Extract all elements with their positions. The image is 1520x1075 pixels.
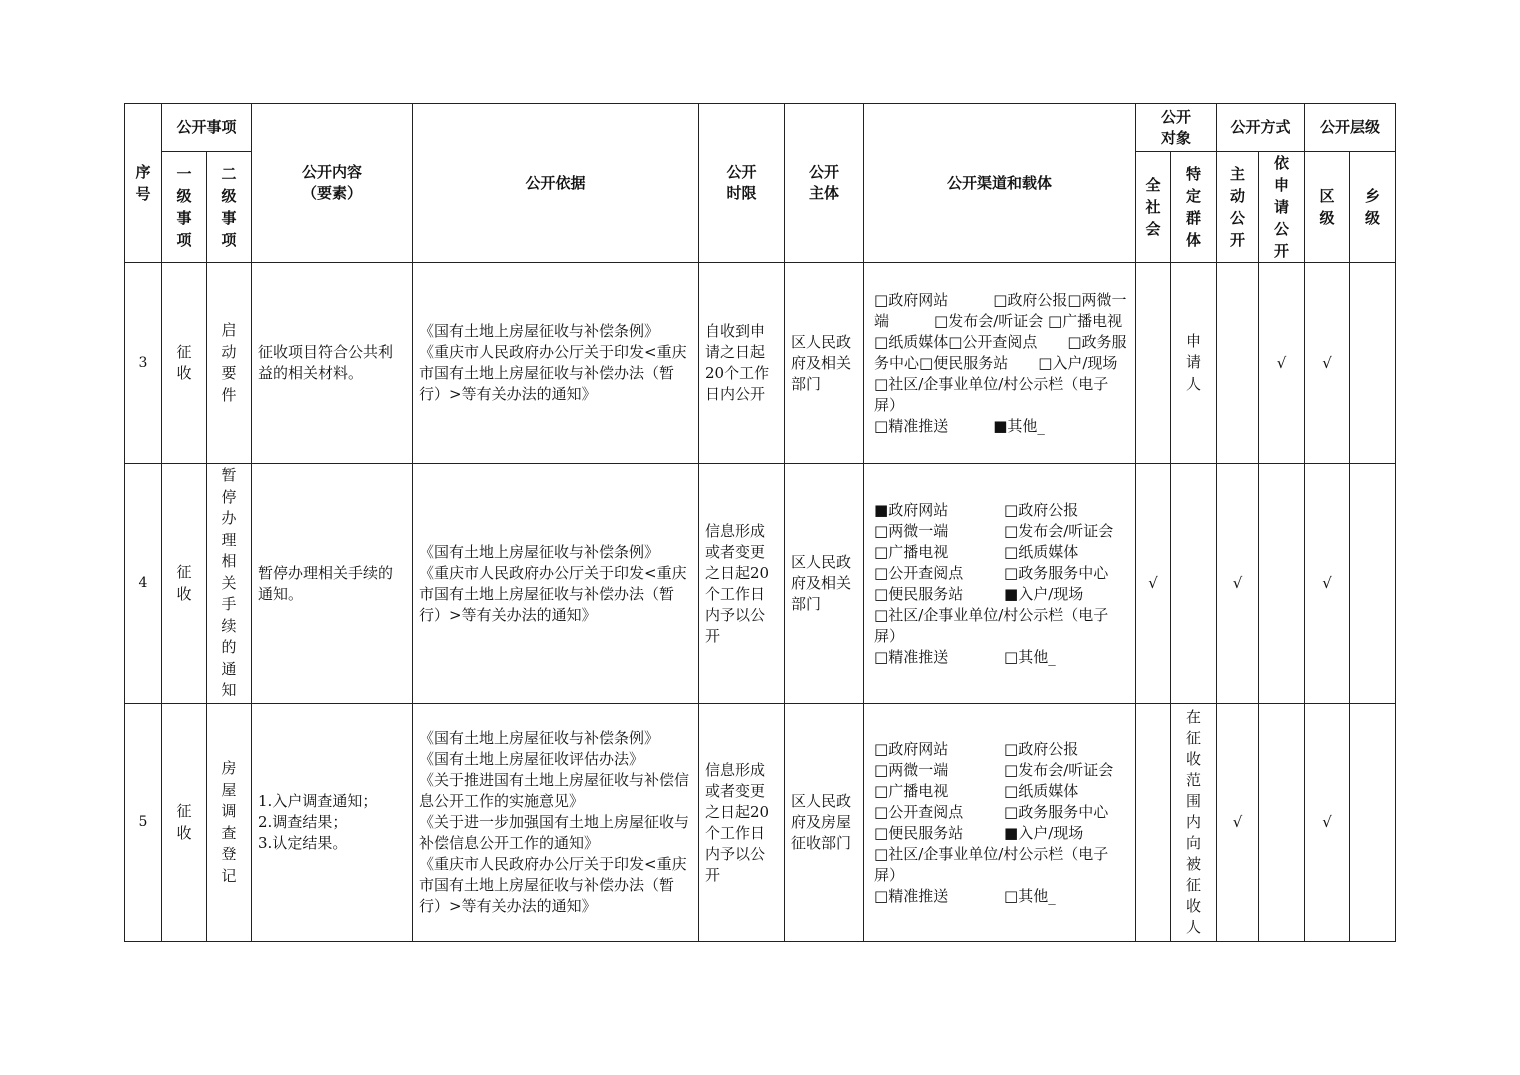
header-seq: 序号 (125, 104, 162, 263)
header-basis: 公开依据 (413, 104, 699, 263)
row-method-request (1259, 704, 1305, 942)
header-row-1 (125, 104, 1396, 152)
header-item-l1: 一级事项 (162, 152, 207, 263)
header-period: 公开时限 (699, 104, 785, 263)
row-basis: 《国有土地上房屋征收与补偿条例》 《国有土地上房屋征收评估办法》 《关于推进国有土地上房屋征收与补偿信息公开工作的实施意见》 《关于进一步加强国有土地上房屋征收与补偿信息公开工作的通知》 《重庆市人民政府办公厅关于印发<重庆市国有土地上房屋征收与补偿办法（暂行）>等有关办法的通知》 (413, 704, 699, 942)
header-content: 公开内容 （要素） (252, 104, 413, 263)
row-method-active (1217, 263, 1259, 464)
row-subject: 区人民政府及相关部门 (785, 464, 864, 704)
row-level-district: √ (1305, 704, 1350, 942)
row-target-specific (1171, 464, 1217, 704)
row-channels: □政府网站 □政府公报 □两微一端 □发布会/听证会 □广播电视 □纸质媒体 □公开查阅点 □政务服务中心 □便民服务站 ■入户/现场 □社区/企事业单位/村公示栏（电子屏） □精准推送 □其他_ (864, 704, 1136, 942)
row-period: 信息形成或者变更之日起20个工作日内予以公开 (699, 464, 785, 704)
table-row (125, 263, 1396, 464)
row-level-district: √ (1305, 263, 1350, 464)
row-level-district: √ (1305, 464, 1350, 704)
header-level-district: 区级 (1305, 152, 1350, 263)
row-target-all (1136, 263, 1171, 464)
row-subject: 区人民政府及相关部门 (785, 263, 864, 464)
row-seq: 3 (125, 263, 162, 464)
row-method-request: √ (1259, 263, 1305, 464)
row-content: 暂停办理相关手续的通知。 (252, 464, 413, 704)
header-method-active: 主动公开 (1217, 152, 1259, 263)
table-row (125, 704, 1396, 942)
row-target-specific: 申请人 (1171, 263, 1217, 464)
row-period: 自收到申请之日起20个工作日内公开 (699, 263, 785, 464)
row-basis: 《国有土地上房屋征收与补偿条例》 《重庆市人民政府办公厅关于印发<重庆市国有土地上房屋征收与补偿办法（暂行）>等有关办法的通知》 (413, 263, 699, 464)
row-channels: □政府网站 □政府公报□两微一端 □发布会/听证会 □广播电视 □纸质媒体□公开查阅点 □政务服务中心□便民服务站 □入户/现场□社区/企事业单位/村公示栏（电子 屏） □精准推送 ■其他_ (864, 263, 1136, 464)
row-subject: 区人民政府及房屋征收部门 (785, 704, 864, 942)
row-content: 1.入户调查通知； 2.调查结果； 3.认定结果。 (252, 704, 413, 942)
row-target-all: √ (1136, 464, 1171, 704)
row-item-l1: 征收 (162, 464, 207, 704)
row-seq: 5 (125, 704, 162, 942)
row-item-l1: 征收 (162, 263, 207, 464)
header-target-specific: 特定群体 (1171, 152, 1217, 263)
row-target-all (1136, 704, 1171, 942)
header-target: 公开对象 (1136, 104, 1217, 152)
table-row (125, 464, 1396, 704)
disclosure-table (124, 103, 1396, 942)
row-period: 信息形成或者变更之日起20个工作日内予以公开 (699, 704, 785, 942)
header-channel: 公开渠道和载体 (864, 104, 1136, 263)
header-method: 公开方式 (1217, 104, 1305, 152)
row-level-town (1350, 464, 1396, 704)
header-item-l2: 二级事项 (207, 152, 252, 263)
header-level-town: 乡级 (1350, 152, 1396, 263)
header-target-all: 全社会 (1136, 152, 1171, 263)
row-basis: 《国有土地上房屋征收与补偿条例》 《重庆市人民政府办公厅关于印发<重庆市国有土地上房屋征收与补偿办法（暂行）>等有关办法的通知》 (413, 464, 699, 704)
row-method-active: √ (1217, 464, 1259, 704)
row-channels: ■政府网站 □政府公报 □两微一端 □发布会/听证会 □广播电视 □纸质媒体 □公开查阅点 □政务服务中心 □便民服务站 ■入户/现场 □社区/企事业单位/村公示栏（电子屏） □精准推送 □其他_ (864, 464, 1136, 704)
row-item-l2: 启动要件 (207, 263, 252, 464)
row-target-specific: 在征收范围内向被征收人 (1171, 704, 1217, 942)
row-item-l1: 征收 (162, 704, 207, 942)
row-item-l2: 房屋调查登记 (207, 704, 252, 942)
row-seq: 4 (125, 464, 162, 704)
row-method-request (1259, 464, 1305, 704)
header-method-request: 依申请公开 (1259, 152, 1305, 263)
row-item-l2: 暂停办理相关手续的通知 (207, 464, 252, 704)
row-method-active: √ (1217, 704, 1259, 942)
row-level-town (1350, 263, 1396, 464)
header-item: 公开事项 (162, 104, 252, 152)
header-subject: 公开主体 (785, 104, 864, 263)
disclosure-table-sheet (124, 103, 1395, 942)
row-level-town (1350, 704, 1396, 942)
row-content: 征收项目符合公共利益的相关材料。 (252, 263, 413, 464)
header-level: 公开层级 (1305, 104, 1396, 152)
